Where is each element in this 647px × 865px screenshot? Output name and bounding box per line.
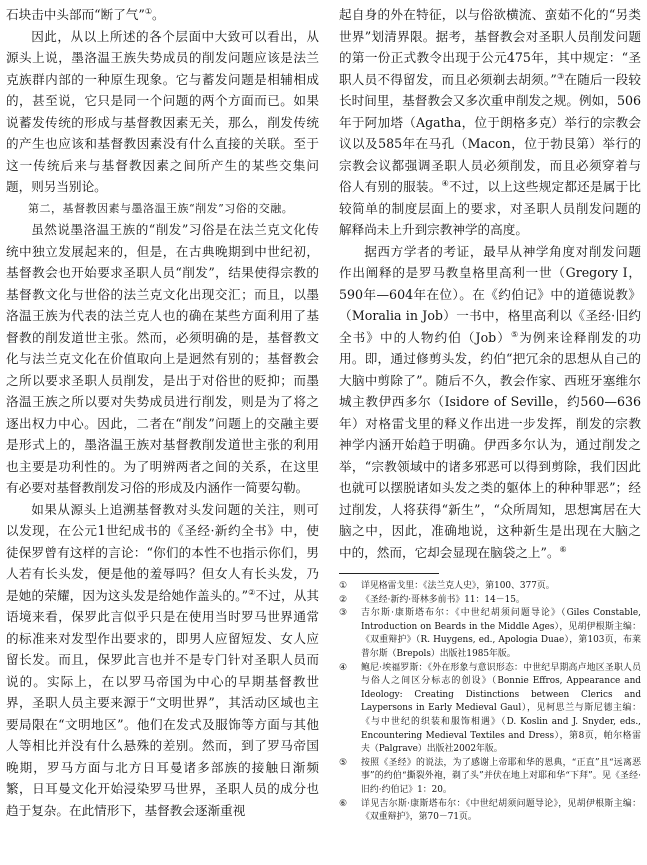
footnote-ref: ②: [248, 587, 256, 597]
footnote-text: 《圣经·新约·哥林多前书》11：14－15。: [361, 594, 525, 605]
paragraph-text: 起自身的外在特征，以与俗欲横流、蛮茹不化的“另类世界”划清界限。据考，基督教会对圣职人员削发问题的第一份正式教令出现于公元475年，其中规定：“圣职人员不得留发，而且必须剃去胡须。”: [339, 7, 641, 87]
footnote-ref: ①: [144, 6, 152, 16]
paragraph: [6, 499, 319, 822]
paragraph-text: 不过，以上这些规定都还是属于比较简单的制度层面上的要求，对圣职人员削发问题的解释尚未上升到宗教神学的高度。: [339, 179, 642, 237]
footnote-number: ④: [339, 662, 348, 673]
footnote-number: ⑥: [339, 798, 348, 809]
paragraph-text: 石块击中头部而“断了气”: [6, 7, 145, 22]
paragraph-text: 不过，从其语境来看，保罗此言似乎只是在使用当时罗马世界通常的标准来对发型作出要求的，即男人应留短发、女人应留长发。而且，保罗此言也并不是专门针对圣职人员而说的。实际上，在以罗马帝国为中心的早期基督教世界，圣职人员主要来源于“文明世界”，其活动区域也主要局限在“文明地区”。他们在发式及服饰等方面与其他人等相比并没有什么悬殊的差别。然而，到了罗马帝国晚期，罗马方面与北方日耳曼诸多部族的接触日渐频繁，日耳曼文化开始浸染罗马世界，圣职人员的成分也趋于复杂。在此情形下，基督教会逐渐重视: [6, 587, 320, 818]
footnote-ref: ⑤: [510, 329, 520, 339]
paragraph: 虽然说墨洛温王族的“削发”习俗是在法兰克文化传统中独立发展起来的，但是，在古典晚期到中世纪初，基督教会也开始要求圣职人员“削发”，结果使得宗教的基督教文化与世俗的法兰克文化出现交汇；而且，以墨洛温王族为代表的法兰克人也的确在某些方面利用了基督教的削发道世主张。然而，必须明确的是，基督教文化与法兰克文化在价值取向上是迥然有别的；基督教会之所以要求圣职人员削发，是出于对俗世的贬抑；而墨洛温王族之所以要对失势成员进行削发，则是为了将之逐出权力中心。因此，二者在“削发”问题上的交融主要是形式上的，墨洛温王族对基督教削发道世主张的利用也主要是功利性的。为了明辨两者之间的关系，在这里有必要对基督教削发习俗的形成及内涵作一简要勾勒。: [6, 222, 319, 495]
footnote-number: ①: [339, 581, 348, 591]
paragraph-continuation: [6, 4, 319, 26]
footnote-text: 鲍尼·埃福罗斯：《外在形象与意识形态：中世纪早期高卢地区圣职人员与俗人之间区分标志的创设》（Bonnie Effros, Appearance and Ideology: Creating Distinctions between Clerics and Laypersons in Early Medieval Gaul），见柯思兰与斯尼德主编：《与中世纪的织装和服饰相遇》（D. Koslin and J. Snyder, eds., Encountering Medieval Textiles and Dress），第8页，帕尔格雷夫（Palgrave）出版社2002年版。: [361, 662, 641, 755]
footnote-ref: ⑥: [559, 544, 567, 554]
paragraph-text: 为例来诠释削发的功用。即，通过修剪头发，约伯“把冗余的思想从自己的大脑中剪除了”。随后不久，教会作家、西班牙塞维尔城主教伊西多尔（Isidore of Seville，约560—636年）对格雷戈里的释义作出进一步发挥，削发的宗教神学内涵开始趋于明确。伊西多尔认为，通过削发之举，“宗教领域中的诸多邪恶可以得到剪除，我们因此也就可以摆脱诸如头发之类的躯体上的种种罪恶”；经过削发，人将获得“新生”，“众所周知，思想寓居在大脑之中，因此，准确地说，这种新生是出现在大脑之中的，然而，它却会显现在脑袋之上”。: [339, 329, 642, 560]
footnote: [339, 607, 641, 661]
left-column: [6, 4, 319, 821]
right-column: [339, 4, 641, 825]
paragraph: [339, 241, 641, 564]
footnote-text: 按照《圣经》的说法，为了感谢上帝耶和华的恩典，“正直”且“远离恶事”的约伯“撕裂外袍，剃了头”并伏在地上对耶和华“下拜”。见《圣经·旧约·约伯记》1：20。: [361, 757, 641, 795]
footnote: [339, 580, 641, 594]
footnote: [339, 757, 641, 798]
paragraph-text: 如果从源头上追溯基督教对头发问题的关注，则可以发现，在公元1世纪成书的《圣经·新约全书》中，使徒保罗曾有这样的言论：“你们的本性不也指示你们，男人若有长头发，便是他的羞辱吗？但女人有长头发，乃是她的荣耀，因为这头发是给她作盖头的。”: [6, 501, 319, 603]
paragraph-continuation: [339, 4, 641, 241]
paragraph-text: 在随后一段较长时间里，基督教会又多次重申削发之规。例如，506年于阿加塔（Agatha，位于朗格多克）举行的宗教会议以及585年在马孔（Macon，位于勃艮第）举行的宗教会议都强调圣职人员必须削发，而且必须穿着与俗人有别的服装。: [339, 71, 642, 194]
footnote-number: ②: [339, 594, 348, 605]
footnote: [339, 662, 641, 757]
footnote-text: 吉尔斯·康斯塔布尔：《中世纪胡须问题导论》（Giles Constable, Introduction on Beards in the Middle Ages），见胡伊根斯主编：《双重辩护》（R. Huygens, ed., Apologia Duae），第103页，布莱普尔斯（Brepols）出版社1985年版。: [361, 608, 641, 659]
footnote-number: ③: [339, 608, 348, 619]
footnote: [339, 798, 641, 825]
paragraph-text: 。: [152, 7, 165, 22]
footnote-text: 详见吉尔斯·康斯塔布尔：《中世纪胡须问题导论》，见胡伊根斯主编：《双重辩护》，第70－71页。: [361, 798, 641, 823]
footnote-divider: [339, 573, 439, 574]
paragraph: 因此，从以上所述的各个层面中大致可以看出，从源头上说，墨洛温王族失势成员的削发问题应该是法兰克族群内部的一种原生现象。它与蓄发问题是相辅相成的，甚至说，它只是同一个问题的两个方面而已。如果说蓄发传统的形成与基督教因素无关，那么，削发传统的产生也应该和基督教因素没有什么直接的关联。至于这一传统后来与基督教因素之间所产生的某些交集问题，则另当别论。: [6, 28, 319, 194]
footnote: [339, 594, 641, 608]
footnote-text: 详见格雷戈里：《法兰克人史》，第100、377页。: [361, 581, 555, 591]
section-heading: 第二，基督教因素与墨洛温王族“削发”习俗的交融。: [28, 201, 294, 215]
paragraph-text: 据西方学者的考证，最早从神学角度对削发问题作出阐释的是罗马教皇格里高利一世（Gregory I，590年—604年在位）。在《约伯记》中的道德说教》（Moralia in Job）一书中，格里高利以《圣经·旧约全书》中的人物约伯（Job）: [339, 243, 641, 345]
footnote-number: ⑤: [339, 757, 348, 768]
footnote-ref: ③: [556, 71, 565, 81]
footnote-ref: ④: [441, 178, 449, 188]
footnotes: [339, 580, 641, 825]
